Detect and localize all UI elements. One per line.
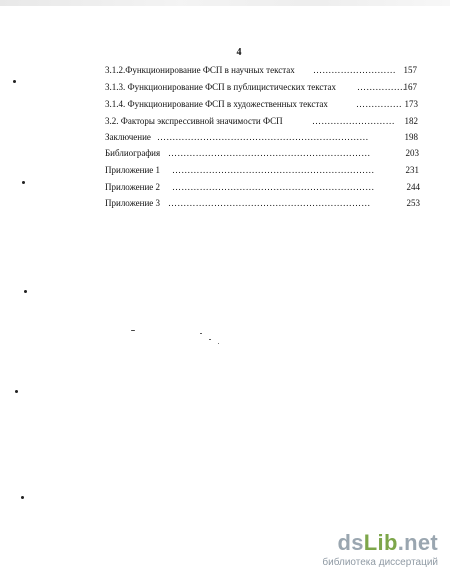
scan-speck [200,333,202,334]
toc-entry-title: Приложение 3 [105,198,161,208]
toc-entry-page: 198 [404,132,418,142]
toc-entry [0,131,450,145]
toc-entry-title: 3.1.3. Функционирование ФСП в публицистических текстах [105,82,336,92]
toc-entry [0,181,450,195]
scan-speck [209,339,211,340]
toc-entry-leader: ………………………………………………………… [168,198,371,208]
toc-entry-title: Приложение 1 [105,165,161,175]
scan-dot [24,290,27,293]
watermark-brand-suffix: .net [397,530,438,555]
page-number: 4 [236,47,242,58]
toc-entry-page: 253 [406,198,420,208]
toc-entry-page: 231 [405,165,419,175]
scan-speck [131,330,135,331]
toc-entry-title: 3.1.4. Функционирование ФСП в художественных текстах [105,99,328,109]
toc-entry-leader: …………… [356,99,402,109]
watermark-brand-main: Lib [363,530,398,555]
toc-entry-title: Приложение 2 [105,182,161,192]
watermark-subtitle: библиотека диссертаций [322,557,438,568]
scan-dot [13,80,16,83]
toc-entry-page: 167 [403,82,417,92]
toc-entry [0,197,450,211]
toc-entry-leader: ……………. [357,82,406,92]
toc-entry-leader: …………………………………………………………… [157,132,369,142]
toc-entry-leader: ………………………………………………………… [168,148,371,158]
toc-entry-leader: ………………………………………………………… [172,182,375,192]
toc-entry [0,115,450,129]
scan-dot [21,496,24,499]
toc-entry [0,64,450,78]
toc-entry-page: 173 [404,99,418,109]
toc-entry [0,98,450,112]
toc-entry-page: 203 [405,148,419,158]
toc-entry-page: 157 [403,65,417,75]
scan-top-edge [0,0,450,6]
scan-dot [15,390,18,393]
toc-entry [0,81,450,95]
toc-entry-page: 182 [404,116,418,126]
toc-entry-leader: ……………………… [313,65,396,75]
toc-entry-title: 3.1.2.Функционирование ФСП в научных текстах [105,65,295,75]
toc-entry-page: 244 [406,182,420,192]
watermark-brand [338,530,438,556]
toc-entry-leader: ………………………………………………………… [172,165,375,175]
toc-entry [0,147,450,161]
toc-entry-title: 3.2. Факторы экспрессивной значимости ФСП [105,116,283,126]
toc-entry [0,164,450,178]
watermark-brand-prefix: ds [337,530,364,555]
dslib-watermark-logo [322,530,438,570]
scan-dot [22,181,25,184]
toc-entry-title: Библиография [105,148,161,158]
scan-speck [218,343,219,344]
toc-entry-leader: ……………………… [312,116,395,126]
toc-entry-title: Заключение [105,132,151,142]
